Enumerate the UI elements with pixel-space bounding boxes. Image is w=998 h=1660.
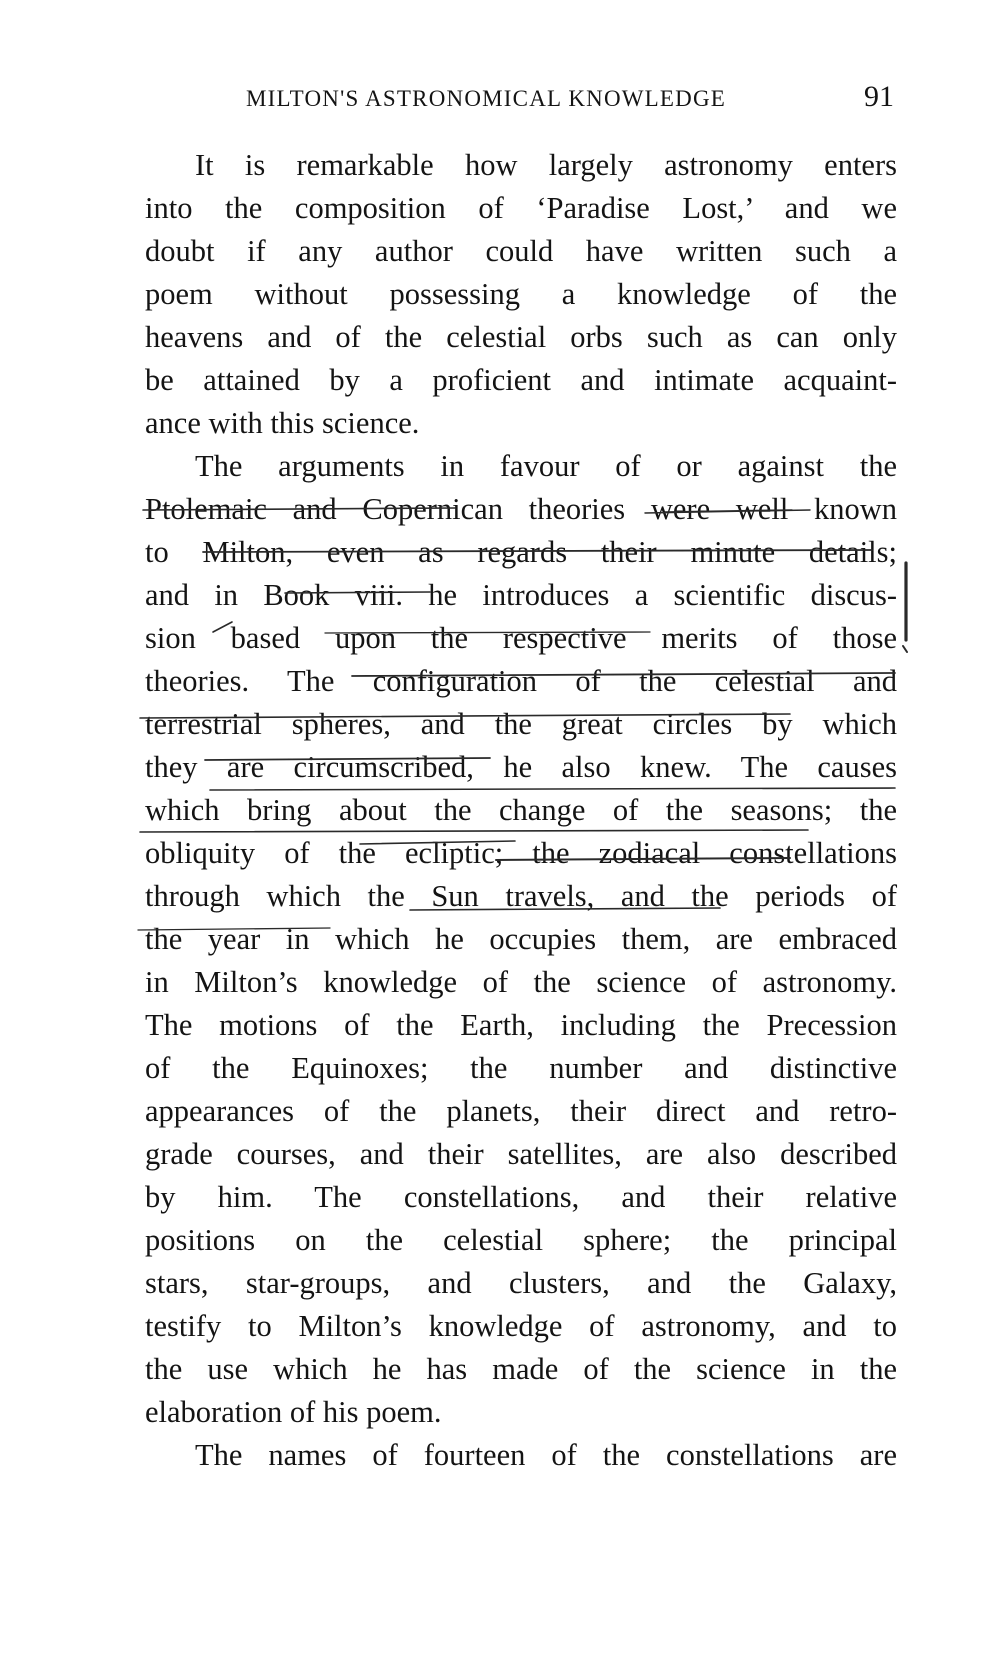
text-line: into the composition of ‘Paradise Lost,’ and we	[145, 191, 897, 225]
text-line: The names of fourteen of the constellations are	[195, 1438, 897, 1472]
body-text	[145, 144, 897, 1477]
text-line: stars, star-groups, and clusters, and the Galaxy,	[145, 1266, 897, 1300]
text-line: they are circumscribed, he also knew. The causes	[145, 750, 897, 784]
text-line: The motions of the Earth, including the Precession	[145, 1008, 897, 1042]
text-line: testify to Milton’s knowledge of astronomy, and to	[145, 1309, 897, 1343]
text-line: Ptolemaic and Copernican theories were well known	[145, 492, 897, 526]
text-line: poem without possessing a knowledge of the	[145, 277, 897, 311]
text-line: sion based upon the respective merits of those	[145, 621, 897, 655]
text-line: theories. The configuration of the celestial and	[145, 664, 897, 698]
text-line: and in Book viii. he introduces a scientific discus-	[145, 578, 897, 612]
text-line: positions on the celestial sphere; the principal	[145, 1223, 897, 1257]
text-line: be attained by a proficient and intimate acquaint-	[145, 363, 897, 397]
text-line: by him. The constellations, and their relative	[145, 1180, 897, 1214]
text-line: doubt if any author could have written such a	[145, 234, 897, 268]
text-line: obliquity of the ecliptic; the zodiacal constellations	[145, 836, 897, 870]
running-title: MILTON'S ASTRONOMICAL KNOWLEDGE	[246, 86, 727, 111]
running-head	[246, 80, 896, 120]
text-line: the year in which he occupies them, are embraced	[145, 922, 897, 956]
text-line: appearances of the planets, their direct and retro-	[145, 1094, 897, 1128]
text-line: heavens and of the celestial orbs such as can only	[145, 320, 897, 354]
text-line: of the Equinoxes; the number and distinctive	[145, 1051, 897, 1085]
margin-tick	[903, 646, 907, 652]
text-line: elaboration of his poem.	[145, 1395, 442, 1429]
text-line: in Milton’s knowledge of the science of astronomy.	[145, 965, 897, 999]
text-line: the use which he has made of the science in the	[145, 1352, 897, 1386]
paragraph-2	[145, 445, 897, 1434]
text-line: which bring about the change of the seasons; the	[145, 793, 897, 827]
text-line: terrestrial spheres, and the great circles by which	[145, 707, 897, 741]
paragraph-3	[145, 1434, 897, 1477]
text-line: grade courses, and their satellites, are also described	[145, 1137, 897, 1171]
text-line: to Milton, even as regards their minute details;	[145, 535, 897, 569]
text-line: The arguments in favour of or against the	[195, 449, 897, 483]
text-line: through which the Sun travels, and the periods of	[145, 879, 897, 913]
text-line: It is remarkable how largely astronomy enters	[195, 148, 897, 182]
page-number: 91	[864, 80, 894, 113]
text-line: ance with this science.	[145, 406, 420, 440]
paragraph-1	[145, 144, 897, 445]
